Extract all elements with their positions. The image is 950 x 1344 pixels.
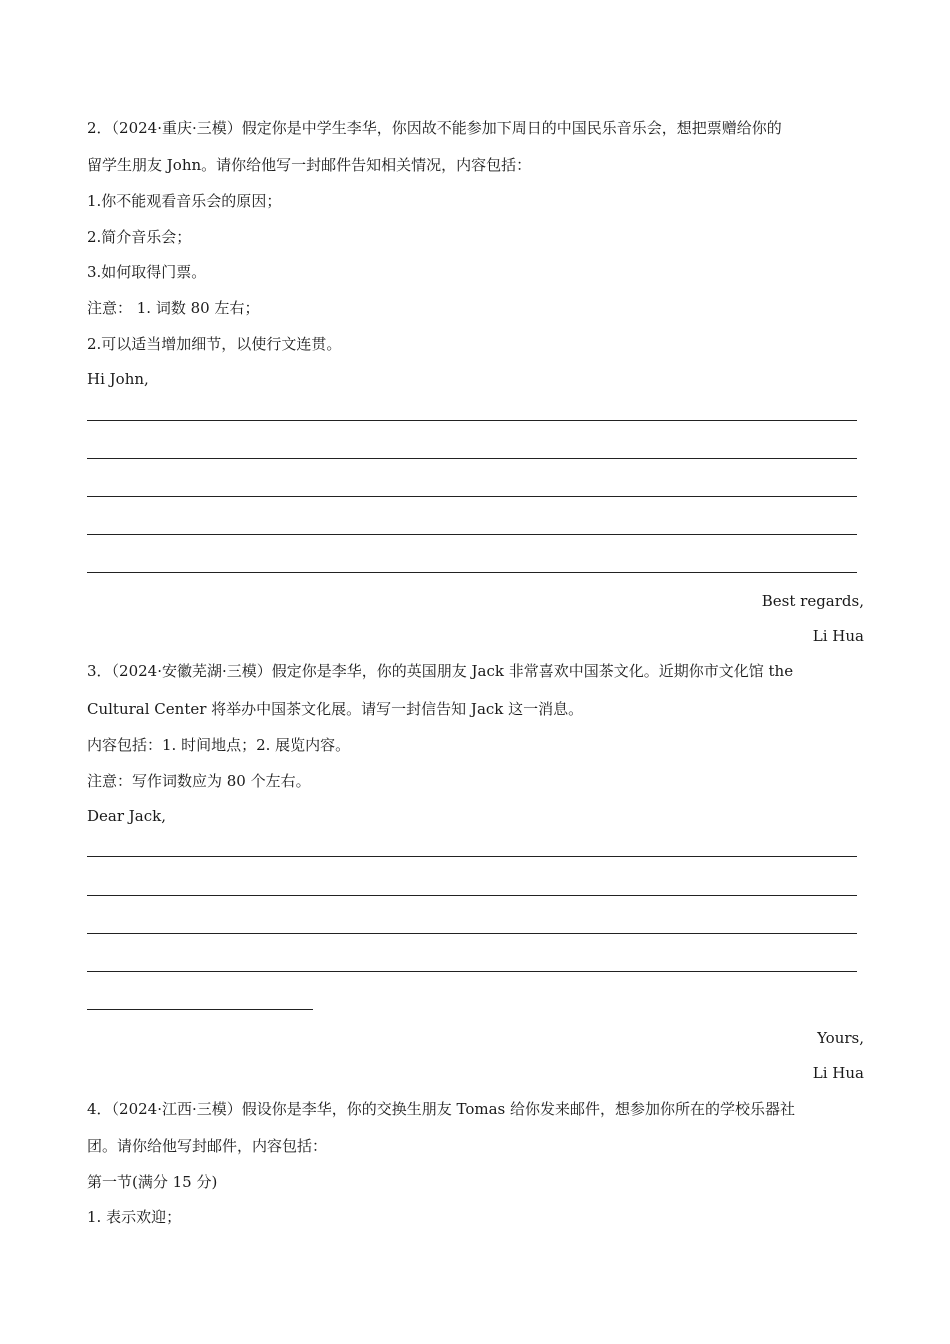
q2-answer-line[interactable] — [87, 534, 857, 535]
q2-closing: Best regards, — [761, 592, 864, 610]
q4-prompt-line-1: 4．（2024·江西·三模）假设你是李华，你的交换生朋友 Tomas 给你发来邮件，想参加你所在的学校乐器社 — [87, 1100, 796, 1118]
q2-point-2: 2.简介音乐会； — [87, 228, 192, 246]
q3-answer-line[interactable] — [87, 933, 857, 934]
q3-answer-line[interactable] — [87, 856, 857, 857]
q2-prompt-line-2: 留学生朋友 John。请你给他写一封邮件告知相关情况，内容包括： — [87, 156, 532, 174]
q2-point-3: 3.如何取得门票。 — [87, 263, 207, 281]
q4-section-heading: 第一节(满分 15 分) — [87, 1173, 218, 1191]
q3-prompt-line-2: Cultural Center 将举办中国茶文化展。请写一封信告知 Jack 这一消息。 — [87, 700, 584, 718]
q3-prompt-line-1: 3．（2024·安徽芜湖·三模）假定你是李华，你的英国朋友 Jack 非常喜欢中国茶文化。近期你市文化馆 the — [87, 662, 794, 680]
q4-point-1: 1. 表示欢迎； — [87, 1208, 182, 1226]
q2-answer-line[interactable] — [87, 458, 857, 459]
q3-closing: Yours, — [817, 1029, 864, 1047]
q2-answer-line[interactable] — [87, 420, 857, 421]
q2-signature: Li Hua — [812, 627, 864, 645]
q3-answer-line[interactable] — [87, 971, 857, 972]
q2-prompt-line-1: 2．（2024·重庆·三模）假定你是中学生李华，你因故不能参加下周日的中国民乐音乐会，想把票赠给你的 — [87, 119, 782, 137]
q2-answer-line[interactable] — [87, 496, 857, 497]
q2-note-1: 注意： 1. 词数 80 左右； — [87, 299, 260, 317]
q3-answer-line-short[interactable] — [87, 1009, 313, 1010]
q4-prompt-line-2: 团。请你给他写封邮件，内容包括： — [87, 1137, 328, 1155]
q3-signature: Li Hua — [812, 1064, 864, 1082]
q3-answer-line[interactable] — [87, 895, 857, 896]
q3-content: 内容包括：1. 时间地点；2. 展览内容。 — [87, 736, 351, 754]
q2-point-1: 1.你不能观看音乐会的原因； — [87, 192, 282, 210]
q3-note: 注意：写作词数应为 80 个左右。 — [87, 772, 311, 790]
q3-greeting: Dear Jack, — [87, 807, 166, 825]
q2-answer-line[interactable] — [87, 572, 857, 573]
q2-greeting: Hi John, — [87, 370, 149, 388]
q2-note-2: 2.可以适当增加细节，以使行文连贯。 — [87, 335, 342, 353]
